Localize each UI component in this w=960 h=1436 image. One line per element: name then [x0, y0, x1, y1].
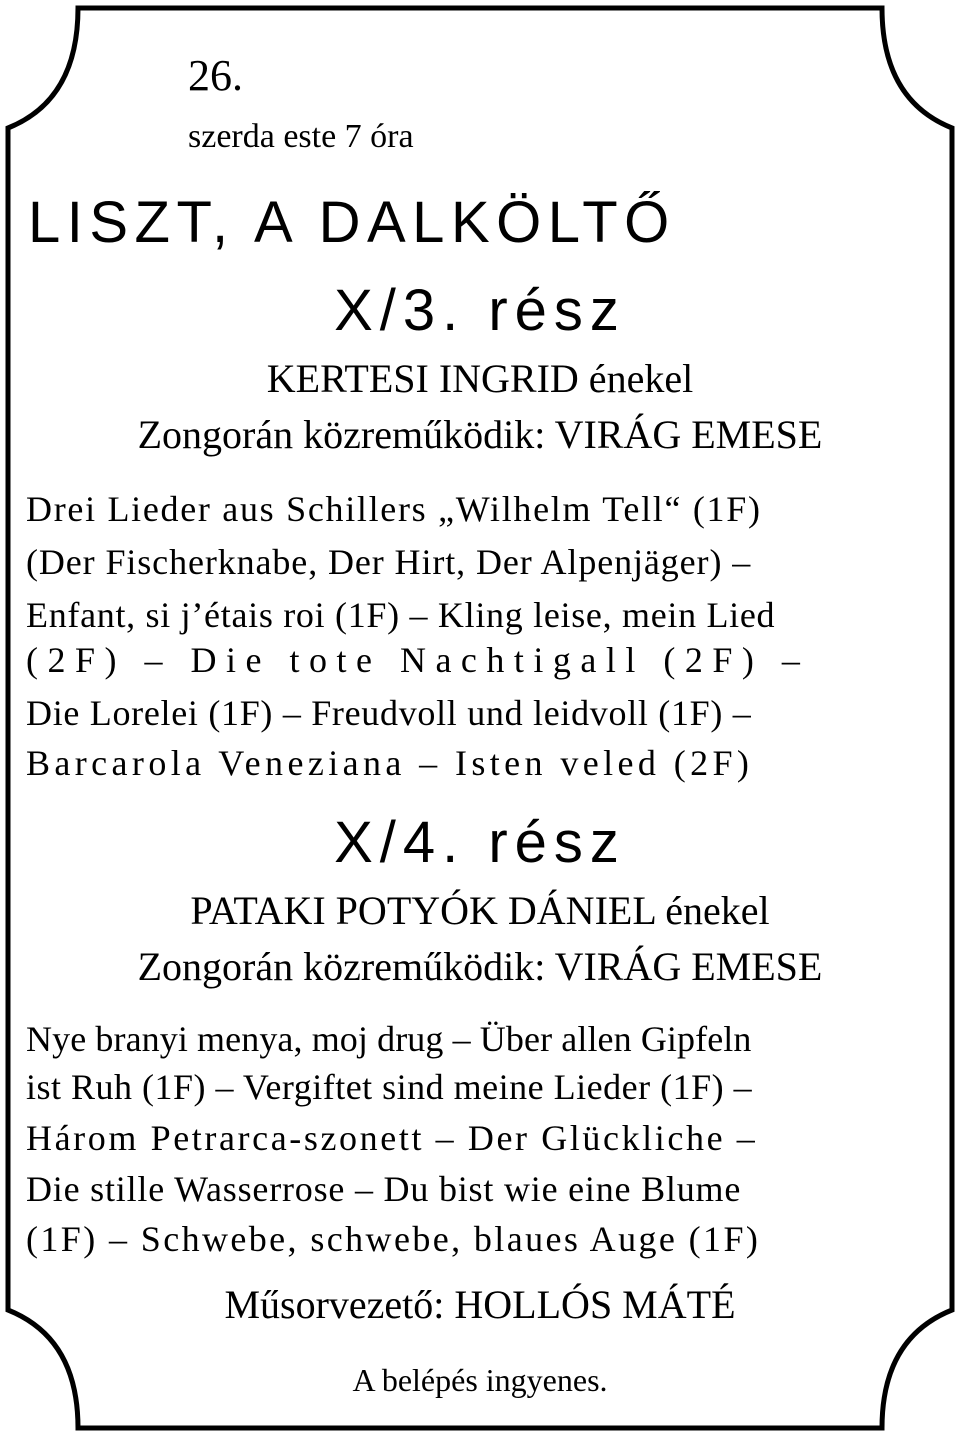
- part4-program-line: Nye branyi menya, moj drug – Über allen Gipfeln: [26, 1019, 752, 1059]
- part4-program-line: (1F) – Schwebe, schwebe, blaues Auge (1F): [26, 1219, 761, 1259]
- part3-program-line: Enfant, si j’étais roi (1F) – Kling leise, mein Lied: [26, 595, 776, 635]
- part3-program-line: Die Lorelei (1F) – Freudvoll und leidvoll (1F) –: [26, 693, 752, 733]
- part3-program-line: Drei Lieder aus Schillers „Wilhelm Tell“ (1F): [26, 489, 762, 529]
- part4-program-line: Die stille Wasserrose – Du bist wie eine Blume: [26, 1169, 742, 1209]
- admission-note: A belépés ingyenes.: [352, 1362, 608, 1398]
- event-title: LISZT, A DALKÖLTŐ: [28, 190, 676, 255]
- event-number: 26.: [188, 51, 243, 100]
- part4-performer: PATAKI POTYÓK DÁNIEL énekel: [190, 888, 770, 933]
- part3-accompanist: Zongorán közreműködik: VIRÁG EMESE: [137, 412, 823, 457]
- part4-program-line: ist Ruh (1F) – Vergiftet sind meine Lieder (1F) –: [26, 1067, 753, 1107]
- part3-heading: X/3. rész: [334, 278, 626, 343]
- part3-program-line: Barcarola Veneziana – Isten veled (2F): [26, 743, 754, 783]
- part4-accompanist: Zongorán közreműködik: VIRÁG EMESE: [137, 944, 823, 989]
- part3-performer: KERTESI INGRID énekel: [266, 356, 694, 401]
- part3-program-line: (2F) – Die tote Nachtigall (2F) –: [26, 640, 810, 680]
- host: Műsorvezető: HOLLÓS MÁTÉ: [224, 1282, 736, 1327]
- event-time: szerda este 7 óra: [188, 118, 414, 155]
- part4-program-line: Három Petrarca-szonett – Der Glückliche –: [26, 1118, 758, 1158]
- part3-program-line: (Der Fischerknabe, Der Hirt, Der Alpenjäger) –: [26, 542, 752, 582]
- part4-heading: X/4. rész: [334, 810, 626, 875]
